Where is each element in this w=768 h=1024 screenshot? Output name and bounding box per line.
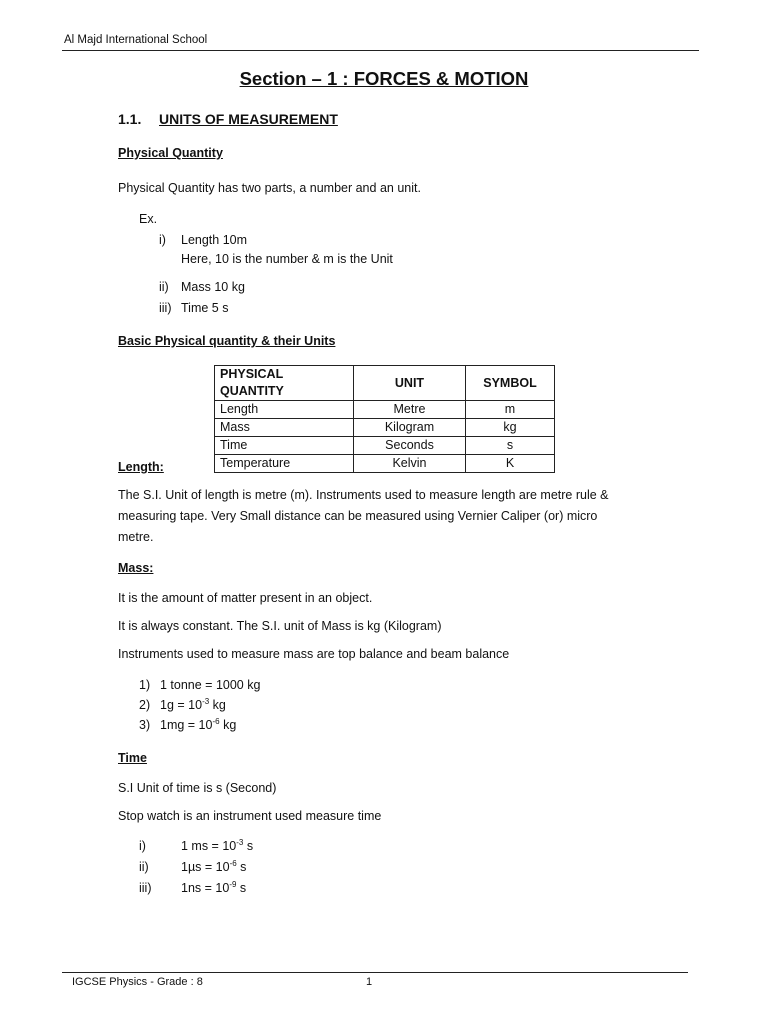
unit-cell: Kelvin — [354, 455, 466, 473]
mass-item-exponent: -3 — [202, 697, 210, 706]
quantity-cell: Mass — [215, 419, 354, 437]
length-paragraph — [118, 485, 658, 548]
time-si-unit: S.I Unit of time is s (Second) — [118, 781, 277, 795]
table-header-row — [215, 366, 555, 401]
footer-course: IGCSE Physics - Grade : 8 — [72, 976, 203, 988]
physical-quantity-heading: Physical Quantity — [118, 146, 223, 160]
basic-units-heading: Basic Physical quantity & their Units — [118, 334, 336, 348]
page-title-text: Section – 1 : FORCES & MOTION — [239, 68, 529, 89]
table-row — [215, 455, 555, 473]
symbol-cell: K — [466, 455, 555, 473]
header-divider — [62, 50, 699, 51]
mass-si-unit: It is always constant. The S.I. unit of Mass is kg (Kilogram) — [118, 619, 442, 633]
example-number: ii) — [159, 280, 169, 294]
time-item-number: ii) — [139, 860, 149, 874]
example-text: Length 10m — [181, 233, 248, 247]
table-row — [215, 401, 555, 419]
page-number: 1 — [366, 976, 373, 988]
mass-item-unit: kg — [209, 698, 226, 712]
symbol-cell: kg — [466, 419, 555, 437]
mass-item-exponent: -6 — [212, 717, 220, 726]
time-item-number: i) — [139, 839, 146, 853]
time-item-unit: s — [236, 881, 247, 895]
footer-divider — [62, 972, 688, 973]
header-school-name: Al Majd International School — [64, 34, 208, 46]
physical-quantity-text: Physical Quantity has two parts, a number and an unit. — [118, 181, 421, 195]
time-item-text — [181, 881, 246, 895]
time-item-exponent: -3 — [236, 838, 244, 847]
time-heading: Time — [118, 751, 147, 765]
length-line: measuring tape. Very Small distance can be measured using Vernier Caliper (or) micro — [118, 509, 598, 523]
time-item-text — [181, 860, 246, 874]
length-heading: Length: — [118, 460, 164, 474]
time-item-base: 1ns = 10 — [181, 881, 230, 895]
example-text: Mass 10 kg — [181, 280, 245, 294]
table-row — [215, 437, 555, 455]
unit-cell: Seconds — [354, 437, 466, 455]
symbol-cell: s — [466, 437, 555, 455]
mass-item-number: 3) — [139, 718, 151, 732]
time-item-unit: s — [243, 839, 254, 853]
time-item-exponent: -9 — [229, 880, 237, 889]
mass-instruments: Instruments used to measure mass are top balance and beam balance — [118, 647, 510, 661]
mass-heading: Mass: — [118, 561, 154, 575]
mass-item-base: 1mg = 10 — [160, 718, 213, 732]
example-note: Here, 10 is the number & m is the Unit — [181, 252, 393, 266]
time-item-unit: s — [236, 860, 247, 874]
symbol-cell: m — [466, 401, 555, 419]
time-item-base: 1µs = 10 — [181, 860, 230, 874]
table-row — [215, 419, 555, 437]
section-number: 1.1. — [118, 111, 142, 127]
section-heading — [118, 111, 338, 127]
time-item-number: iii) — [139, 881, 152, 895]
example-number: iii) — [159, 301, 172, 315]
mass-item-base: 1 tonne = 1000 kg — [160, 678, 261, 692]
section-title: UNITS OF MEASUREMENT — [159, 111, 338, 127]
time-instrument: Stop watch is an instrument used measure time — [118, 809, 382, 823]
mass-item-unit: kg — [219, 718, 237, 732]
time-item-exponent: -6 — [229, 859, 237, 868]
unit-cell: Kilogram — [354, 419, 466, 437]
time-item-text — [181, 839, 253, 853]
mass-item-text — [160, 678, 260, 692]
unit-cell: Metre — [354, 401, 466, 419]
quantity-cell: Time — [215, 437, 354, 455]
example-text: Time 5 s — [181, 301, 229, 315]
mass-item-number: 1) — [139, 678, 151, 692]
length-line: The S.I. Unit of length is metre (m). Instruments used to measure length are metre rule & — [118, 488, 609, 502]
example-label: Ex. — [139, 212, 158, 226]
example-number: i) — [159, 233, 166, 247]
mass-item-base: 1g = 10 — [160, 698, 203, 712]
mass-item-number: 2) — [139, 698, 151, 712]
column-header-physical-quantity: PHYSICAL QUANTITY — [215, 366, 354, 401]
length-line: metre. — [118, 530, 154, 544]
mass-item-text — [160, 698, 226, 712]
mass-item-text — [160, 718, 236, 732]
mass-definition: It is the amount of matter present in an object. — [118, 591, 373, 605]
time-item-base: 1 ms = 10 — [181, 839, 237, 853]
page-title — [0, 68, 768, 90]
quantity-cell: Temperature — [215, 455, 354, 473]
column-header-symbol: SYMBOL — [466, 366, 555, 401]
column-header-unit: UNIT — [354, 366, 466, 401]
units-table — [214, 365, 555, 473]
quantity-cell: Length — [215, 401, 354, 419]
